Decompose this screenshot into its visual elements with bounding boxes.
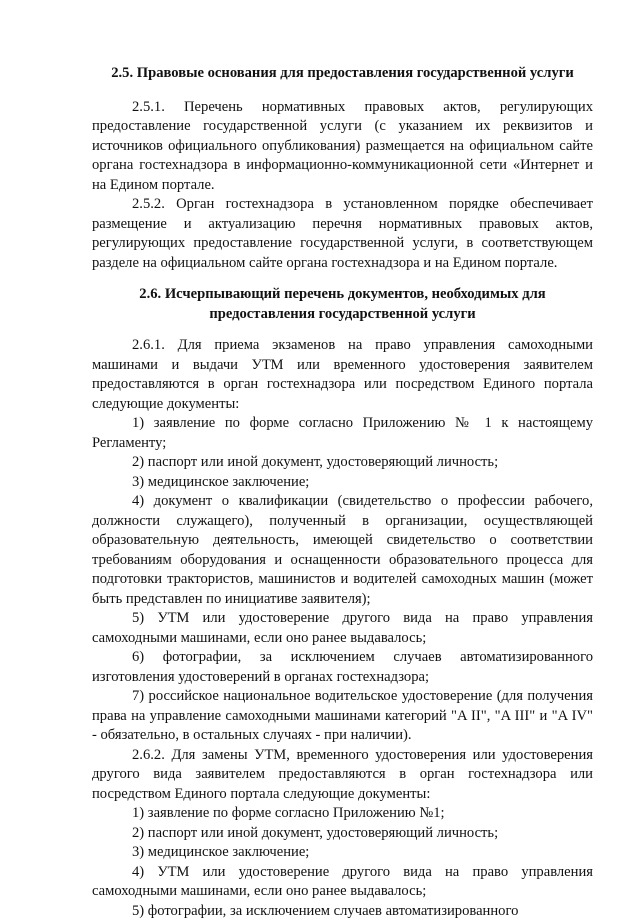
- list-item: 1) заявление по форме согласно Приложению № 1 к настоящему Регламенту;: [92, 414, 593, 453]
- paragraph-2-6-2: 2.6.2. Для замены УТМ, временного удостоверения или удостоверения другого вида заявителем предоставляются в орган гостехнадзора или посредством Единого портала следующие документы:: [92, 746, 593, 805]
- list-item: 5) УТМ или удостоверение другого вида на право управления самоходными машинами, если оно ранее выдавалось;: [92, 609, 593, 648]
- paragraph-2-5-1: 2.5.1. Перечень нормативных правовых актов, регулирующих предоставление государственной услуги (с указанием их реквизитов и источников официального опубликования) размещается на официальном сайте органа гостехнадзора в информационно-коммуникационной сети «Интернет и на Едином портале.: [92, 98, 593, 196]
- paragraph-2-6-1: 2.6.1. Для приема экзаменов на право управления самоходными машинами и выдачи УТМ или временного удостоверения заявителем предоставляются в орган гостехнадзора или посредством Единого портала следующие документы:: [92, 336, 593, 414]
- paragraph-2-5-2: 2.5.2. Орган гостехнадзора в установленном порядке обеспечивает размещение и актуализацию перечня нормативных правовых актов, регулирующих предоставление государственной услуги, в соответствующем разделе на официальном сайте органа гостехнадзора и на Едином портале.: [92, 195, 593, 273]
- list-item: 7) российское национальное водительское удостоверение (для получения права на управление самоходными машинами категорий "A II", "A III" и "A IV" - обязательно, в остальных случаях - при наличии).: [92, 687, 593, 746]
- list-item: 5) фотографии, за исключением случаев автоматизированного: [92, 902, 593, 921]
- list-item: 2) паспорт или иной документ, удостоверяющий личность;: [92, 824, 593, 844]
- list-item: 4) документ о квалификации (свидетельство о профессии рабочего, должности служащего), полученный в организации, осуществляющей образовательную деятельность, имеющей свидетельство о соответствии требованиям оборудования и оснащенности образовательного процесса для подготовки трактористов, машинистов и водителей самоходных машин (может быть представлен по инициативе заявителя);: [92, 492, 593, 609]
- list-item: 1) заявление по форме согласно Приложению №1;: [92, 804, 593, 824]
- list-item: 3) медицинское заключение;: [92, 843, 593, 863]
- section-heading-2-5: 2.5. Правовые основания для предоставления государственной услуги: [92, 64, 593, 84]
- list-item: 2) паспорт или иной документ, удостоверяющий личность;: [92, 453, 593, 473]
- list-item: 3) медицинское заключение;: [92, 473, 593, 493]
- list-item: 6) фотографии, за исключением случаев автоматизированного изготовления удостоверений в органах гостехнадзора;: [92, 648, 593, 687]
- list-item: 4) УТМ или удостоверение другого вида на право управления самоходными машинами, если оно ранее выдавалось;: [92, 863, 593, 902]
- section-heading-2-6: 2.6. Исчерпывающий перечень документов, необходимых для предоставления государственной услуги: [92, 285, 593, 324]
